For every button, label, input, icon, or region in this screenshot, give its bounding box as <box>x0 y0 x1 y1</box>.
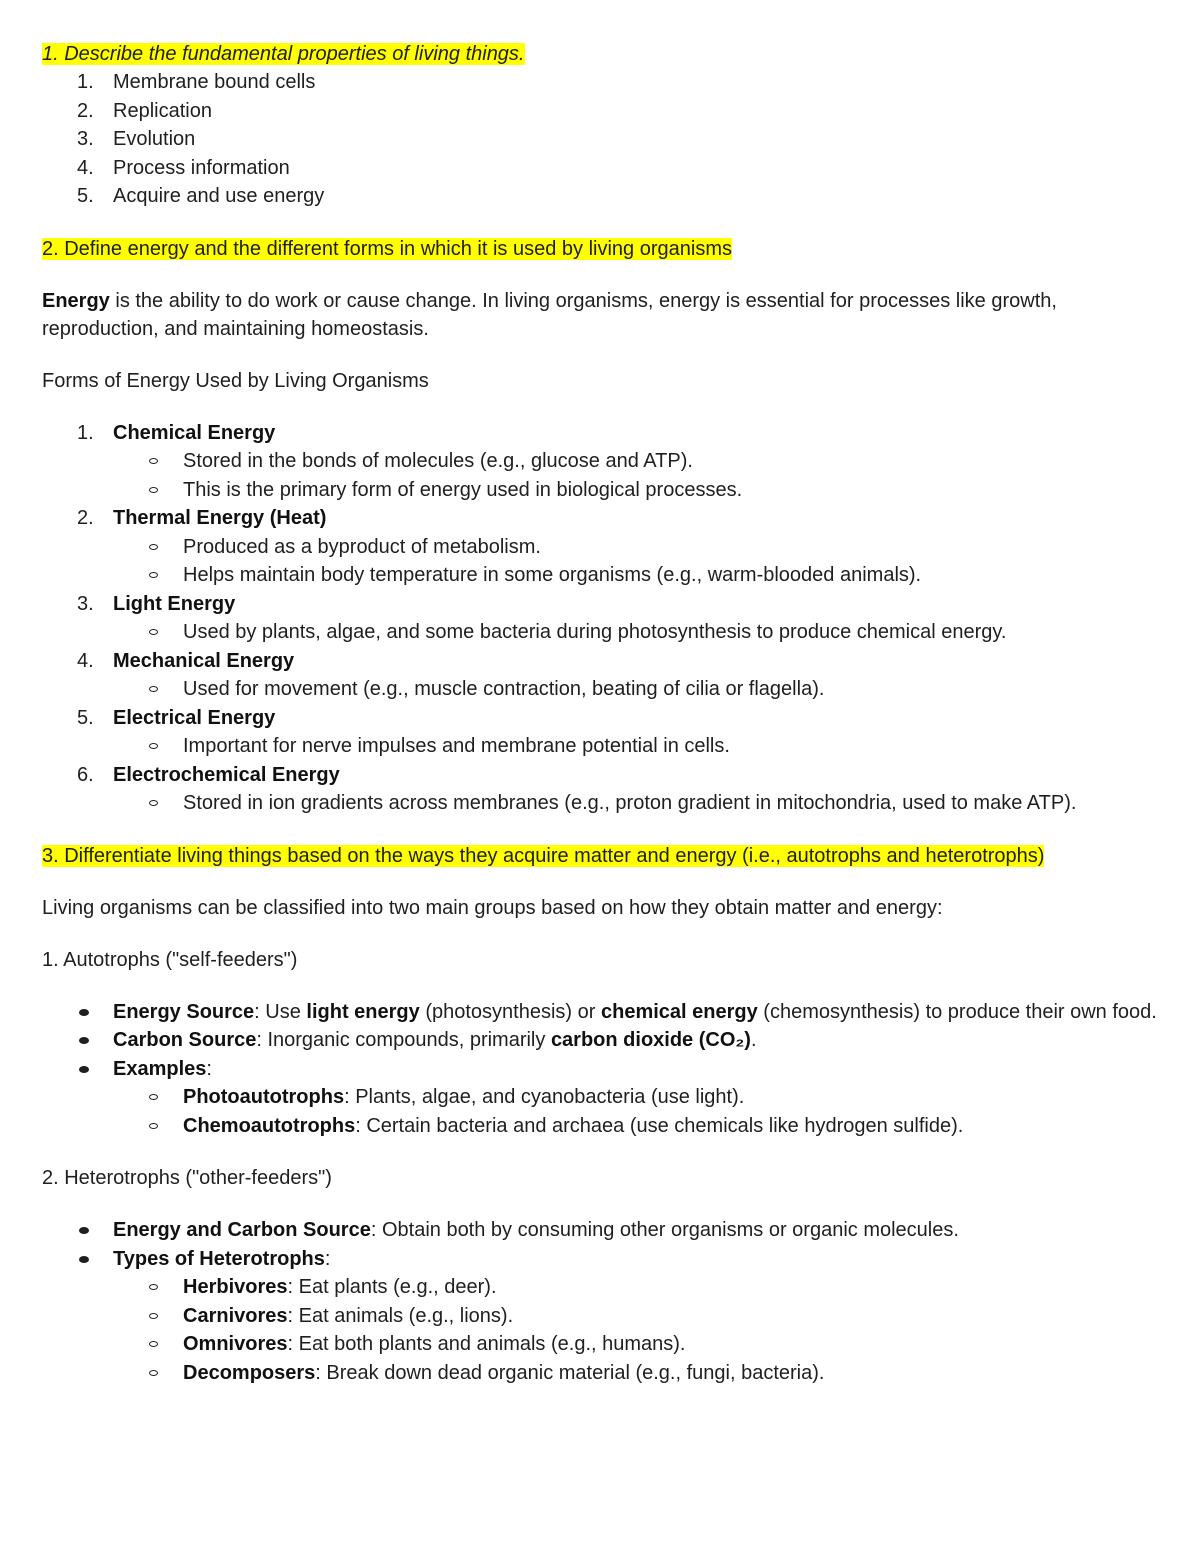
heterotrophs-list <box>42 1216 1162 1387</box>
energy-form-item: 4. Mechanical Energy Used for movement (e.g., muscle contraction, beating of cilia or flagella). <box>42 647 1162 704</box>
list-item: Used by plants, algae, and some bacteria during photosynthesis to produce chemical energy. <box>42 618 1162 647</box>
list-item: Examples: Photoautotrophs: Plants, algae, and cyanobacteria (use light). Chemoautotrophs: Certain bacteria and archaea (use chemicals like hydrogen sulfide). <box>42 1055 1162 1141</box>
document-page <box>42 40 1162 1387</box>
energy-forms-list <box>42 419 1162 818</box>
list-item: 3. Evolution <box>77 128 196 150</box>
list-item: 5. Acquire and use energy <box>77 185 325 207</box>
autotrophs-heading: 1. Autotrophs ("self-feeders") <box>42 948 298 971</box>
question-1-heading: 1. Describe the fundamental properties of living things. <box>42 43 525 65</box>
list-item: Photoautotrophs: Plants, algae, and cyanobacteria (use light). <box>42 1083 1162 1112</box>
list-item: Herbivores: Eat plants (e.g., deer). <box>42 1273 1162 1302</box>
list-item: 2. Replication <box>77 99 212 122</box>
question-2-heading: 2. Define energy and the different forms in which it is used by living organisms <box>42 237 732 260</box>
list-item: 4. Process information <box>77 156 290 179</box>
list-item: Produced as a byproduct of metabolism. <box>42 533 1162 562</box>
energy-form-item: 2. Thermal Energy (Heat) Produced as a byproduct of metabolism. Helps maintain body temperature in some organisms (e.g., warm-blooded animals). <box>42 504 1162 590</box>
properties-list <box>42 68 1162 211</box>
list-item: Energy and Carbon Source: Obtain both by consuming other organisms or organic molecules. <box>42 1216 1162 1245</box>
list-item: Omnivores: Eat both plants and animals (e.g., humans). <box>42 1330 1162 1359</box>
list-item: Carbon Source: Inorganic compounds, primarily carbon dioxide (CO₂). <box>42 1026 1162 1055</box>
list-item: Stored in the bonds of molecules (e.g., glucose and ATP). <box>42 447 1162 476</box>
question-3-heading: 3. Differentiate living things based on the ways they acquire matter and energy (i.e., autotrophs and heterotrophs) <box>42 844 1045 867</box>
list-item: Energy Source: Use light energy (photosynthesis) or chemical energy (chemosynthesis) to produce their own food. <box>42 998 1162 1027</box>
list-item: This is the primary form of energy used in biological processes. <box>42 476 1162 505</box>
energy-form-item: 3. Light Energy Used by plants, algae, and some bacteria during photosynthesis to produce chemical energy. <box>42 590 1162 647</box>
list-item: Important for nerve impulses and membrane potential in cells. <box>42 732 1162 761</box>
forms-heading: Forms of Energy Used by Living Organisms <box>42 369 429 392</box>
list-item: 1. Membrane bound cells <box>77 71 316 93</box>
list-item: Used for movement (e.g., muscle contraction, beating of cilia or flagella). <box>42 675 1162 704</box>
list-item: Chemoautotrophs: Certain bacteria and archaea (use chemicals like hydrogen sulfide). <box>42 1112 1162 1141</box>
classification-intro: Living organisms can be classified into two main groups based on how they obtain matter and energy: <box>42 896 943 919</box>
energy-form-item: 6. Electrochemical Energy Stored in ion gradients across membranes (e.g., proton gradient in mitochondria, used to make ATP). <box>42 761 1162 818</box>
list-item: Decomposers: Break down dead organic material (e.g., fungi, bacteria). <box>42 1359 1162 1388</box>
list-item: Helps maintain body temperature in some organisms (e.g., warm-blooded animals). <box>42 561 1162 590</box>
autotrophs-list <box>42 998 1162 1141</box>
heterotrophs-heading: 2. Heterotrophs ("other-feeders") <box>42 1167 332 1189</box>
energy-form-item: 1. Chemical Energy Stored in the bonds of molecules (e.g., glucose and ATP). This is the primary form of energy used in biological processes. <box>42 419 1162 505</box>
energy-definition: Energy is the ability to do work or cause change. In living organisms, energy is essential for processes like growth, reproduction, and maintaining homeostasis. <box>42 289 1057 340</box>
list-item: Stored in ion gradients across membranes (e.g., proton gradient in mitochondria, used to make ATP). <box>42 789 1162 818</box>
list-item: Types of Heterotrophs: Herbivores: Eat plants (e.g., deer). Carnivores: Eat animals (e.g., lions). Omnivores: Eat both plants and animals (e.g., humans). Decomposers: Break down dead organic material (e.g., fungi, bacteria). <box>42 1245 1162 1388</box>
list-item: Carnivores: Eat animals (e.g., lions). <box>42 1302 1162 1331</box>
energy-form-item: 5. Electrical Energy Important for nerve impulses and membrane potential in cells. <box>42 704 1162 761</box>
